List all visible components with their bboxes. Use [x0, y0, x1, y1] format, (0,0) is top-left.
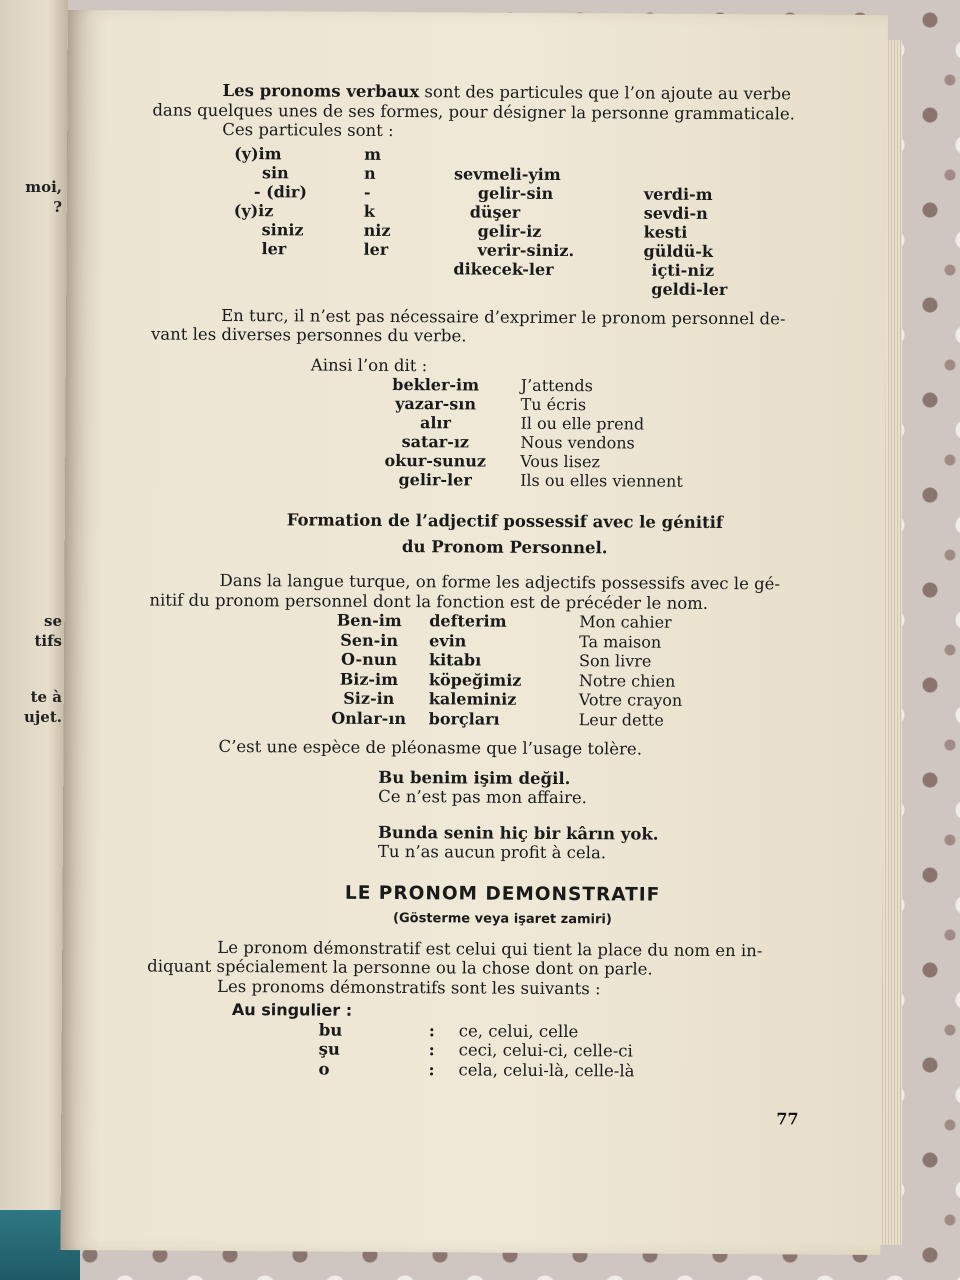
intro-line-1: Les pronoms verbaux sont des particules que l’on ajoute au verbe [222, 80, 791, 104]
left-page-fragment: te à [30, 688, 62, 706]
demonstrative-line-1: Le pronom démonstratif est celui qui tient la place du nom en in- [217, 937, 763, 960]
quote-1: Bu benim işim değil. Ce n’est pas mon affaire. [378, 767, 588, 808]
ainsi-label: Ainsi l’on dit : [310, 354, 428, 375]
demonstrative-line-3: Les pronoms démonstratifs sont les suivants : [216, 976, 601, 998]
demonstrative-line-2: diquant spécialement la personne ou la chose dont on parle. [147, 956, 653, 979]
particles-table: (y)im m sin n sevmeli-yim - (dir) - gelir-sin verdi-m (y)iz k düşer sevdi-n siniz niz gelir-iz kesti ler ler verir-siniz. güldü-k dikecek-ler içti-niz geldi-ler [233, 143, 728, 299]
section-title: LE PRONOM DEMONSTRATIF [344, 882, 661, 906]
quote-2: Bunda senin hiç bir kârın yok. Tu n’as aucun profit à cela. [377, 822, 659, 863]
verb-examples: bekler-im J’attends yazar-sın Tu écris alır Il ou elle prend satar-ız Nous vendons okur-sunuz Vous lisez gelir-ler Ils ou elles viennent [384, 374, 683, 491]
turkish-note-line-2: vant les diverses personnes du verbe. [150, 324, 467, 346]
possessive-heading-1: Formation de l’adjectif possessif avec le génitif [286, 510, 724, 533]
book-page [60, 10, 888, 1255]
left-page-edge [0, 0, 68, 1280]
left-page-fragment: se [44, 612, 62, 630]
left-page-fragment: ? [53, 198, 62, 216]
left-page-fragment: ujet. [23, 708, 62, 726]
possessive-heading-2: du Pronom Personnel. [401, 536, 608, 557]
section-subtitle: (Gösterme veya işaret zamiri) [393, 911, 612, 928]
left-page-fragment: moi, [25, 178, 62, 196]
possessive-examples: Ben-im defterim Mon cahier Sen-in evin Ta maison O-nun kitabı Son livre Biz-im köpeğimiz Notre chien Siz-in kaleminiz Votre crayon Onlar-ın borçları Leur dette [331, 610, 683, 730]
possessive-intro-line-2: nitif du pronom personnel dont la fonction est de précéder le nom. [149, 590, 709, 613]
turkish-note-line-1: En turc, il n’est pas nécessaire d’exprimer le pronom personnel de- [221, 305, 786, 328]
possessive-intro-line-1: Dans la langue turque, on forme les adjectifs possessifs avec le gé- [219, 570, 781, 594]
page-content [146, 81, 862, 1082]
page-number: 77 [776, 1109, 799, 1129]
singular-label: Au singulier : [231, 1000, 353, 1020]
demonstrative-list: bu : ce, celui, celle şu : ceci, celui-ci, celle-ci o : cela, celui-là, celle-là [318, 1020, 635, 1080]
intro-line-2: dans quelques unes de ses formes, pour désigner la personne grammaticale. [152, 100, 795, 123]
intro-line-3: Ces particules sont : [222, 119, 394, 140]
left-page-fragment: tifs [34, 632, 62, 650]
pleonasm-line: C’est une espèce de pléonasme que l’usage tolère. [218, 736, 643, 759]
